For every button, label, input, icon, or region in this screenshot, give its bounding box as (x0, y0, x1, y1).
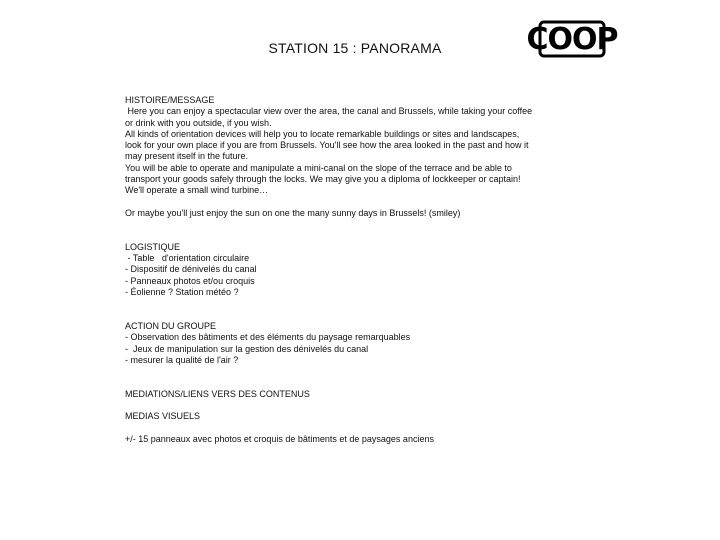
histoire-line: We'll operate a small wind turbine… (125, 185, 269, 196)
histoire-closing: Or maybe you'll just enjoy the sun on one the many sunny days in Brussels! (smiley) (125, 207, 461, 218)
action-item: - Jeux de manipulation sur la gestion des dénivelés du canal (125, 343, 369, 354)
action-item: - Observation des bâtiments et des éléments du paysage remarquables (125, 332, 411, 343)
section-heading-medias: MEDIAS VISUELS (125, 411, 201, 422)
action-item: - mesurer la qualité de l'air ? (125, 354, 239, 365)
section-heading-mediations: MEDIATIONS/LIENS VERS DES CONTENUS (125, 388, 310, 399)
section-heading-histoire: HISTOIRE/MESSAGE (125, 95, 215, 105)
logistique-item: - Éolienne ? Station météo ? (125, 287, 239, 298)
logistique-item: - Table d'orientation circulaire (125, 253, 250, 264)
logo-text: COOP (526, 22, 618, 57)
histoire-line: All kinds of orientation devices will help you to locate remarkable buildings or sites and landscapes, (125, 128, 520, 139)
histoire-line: look for your own place if you are from Brussels. You'll see how the area looked in the past and how it (125, 140, 529, 151)
histoire-line: or drink with you outside, if you wish. (125, 117, 272, 128)
logistique-item: - Dispositif de dénivelés du canal (125, 264, 257, 275)
histoire-line: may present itself in the future. (125, 151, 249, 162)
document-body (125, 95, 585, 445)
histoire-line: Here you can enjoy a spectacular view over the area, the canal and Brussels, while taking your coffee (125, 106, 533, 117)
section-heading-action: ACTION DU GROUPE (125, 320, 217, 331)
logistique-item: - Panneaux photos et/ou croquis (125, 275, 255, 286)
histoire-line: transport your goods safely through the locks. We may give you a diploma of lockkeeper or captain! (125, 174, 521, 185)
histoire-line: You will be able to operate and manipulate a mini-canal on the slope of the terrace and be able to (125, 162, 512, 173)
medias-text: +/- 15 panneaux avec photos et croquis de bâtiments et de paysages anciens (125, 433, 434, 444)
section-heading-logistique: LOGISTIQUE (125, 241, 181, 252)
page-title: STATION 15 : PANORAMA (268, 40, 442, 56)
coop-logo (526, 22, 618, 57)
